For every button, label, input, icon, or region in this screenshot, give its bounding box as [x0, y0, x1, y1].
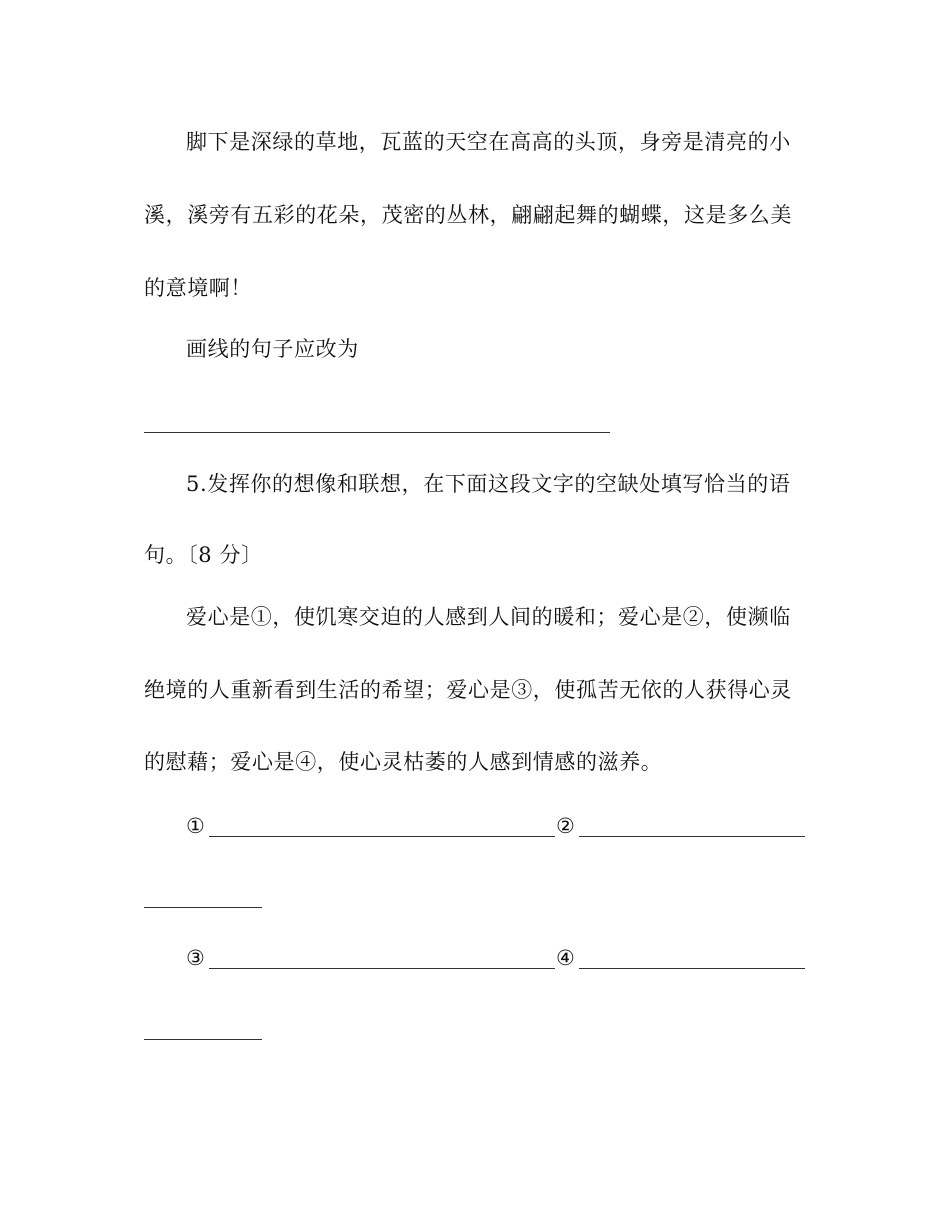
blank-1-marker: ① [186, 814, 206, 838]
q5-question-line-2: 句。〔8 分〕 [144, 543, 263, 567]
q5-text-line-1: 爱心是①，使饥寒交迫的人感到人间的暖和；爱心是②，使濒临 [186, 605, 791, 629]
q5-text-line-2: 绝境的人重新看到生活的希望；爱心是③，使孤苦无依的人获得心灵 [144, 678, 792, 702]
blank-4-line-continued [144, 1039, 262, 1040]
passage-line-3: 的意境啊！ [144, 276, 252, 300]
q5-question-line-1: 5.发挥你的想像和联想，在下面这段文字的空缺处填写恰当的语 [186, 472, 791, 496]
q5-text-line-3: 的慰藉；爱心是④，使心灵枯萎的人感到情感的滋养。 [144, 750, 663, 774]
q4-answer-line [144, 432, 610, 433]
blank-3-marker: ③ [186, 946, 206, 970]
blank-2-line-continued [144, 907, 262, 908]
passage-line-2: 溪，溪旁有五彩的花朵，茂密的丛林，翩翩起舞的蝴蝶，这是多么美 [144, 203, 792, 227]
passage-line-1: 脚下是深绿的草地，瓦蓝的天空在高高的头顶，身旁是清亮的小 [186, 130, 791, 154]
blank-2-line [579, 836, 805, 837]
blank-3-line [209, 968, 555, 969]
blank-4-line [579, 968, 805, 969]
blank-1-line [209, 836, 555, 837]
blank-2-marker: ② [556, 814, 576, 838]
blank-4-marker: ④ [556, 946, 576, 970]
q4-prompt: 画线的句子应改为 [186, 337, 359, 361]
